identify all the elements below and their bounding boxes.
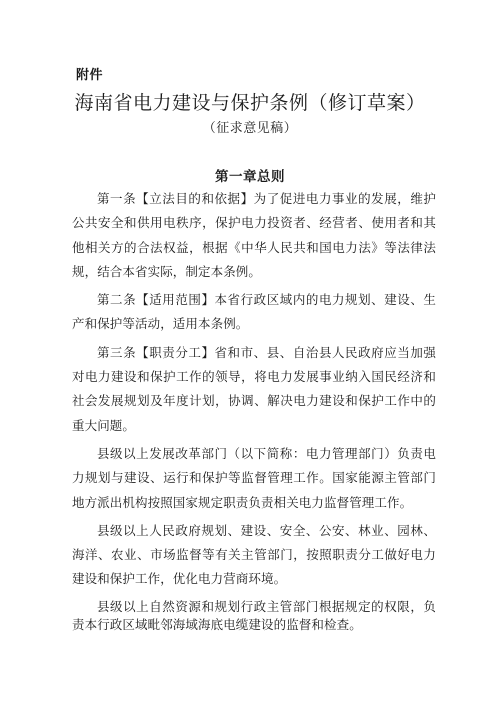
article-3-paragraph: 第三条【职责分工】省和市、县、自治县人民政府应当加强对电力建设和保护工作的领导，将电力发展事业纳入国民经济和社会发展规划及年度计划，协调、解决电力建设和保护工作中的重大问题。 — [72, 344, 436, 433]
document-subtitle: （征求意见稿） — [202, 121, 298, 136]
article-3-paragraph-2: 县级以上发展改革部门（以下简称：电力管理部门）负责电力规划与建设、运行和保护等监督管理工作。国家能源主管部门地方派出机构按照国家规定职责负责相关电力监督管理工作。 — [72, 445, 436, 510]
article-3-paragraph-3: 县级以上人民政府规划、建设、安全、公安、林业、园林、海洋、农业、市场监督等有关主管部门，按照职责分工做好电力建设和保护工作，优化电力营商环境。 — [72, 522, 436, 587]
document-body — [72, 187, 436, 638]
attachment-label: 附件 — [76, 68, 104, 83]
article-2-paragraph: 第二条【适用范围】本省行政区域内的电力规划、建设、生产和保护等活动，适用本条例。 — [72, 292, 436, 332]
article-3-paragraph-4: 县级以上自然资源和规划行政主管部门根据规定的权限，负责本行政区域毗邻海域海底电缆建设的监督和检查。 — [72, 598, 436, 632]
document-title: 海南省电力建设与保护条例（修订草案） — [74, 92, 426, 114]
article-1-paragraph: 第一条【立法目的和依据】为了促进电力事业的发展，维护公共安全和供用电秩序，保护电力投资者、经营者、使用者和其他相关方的合法权益，根据《中华人民共和国电力法》等法律法规，结合本省实际，制定本条例。 — [72, 191, 436, 279]
chapter-heading: 第一章总则 — [215, 169, 285, 185]
